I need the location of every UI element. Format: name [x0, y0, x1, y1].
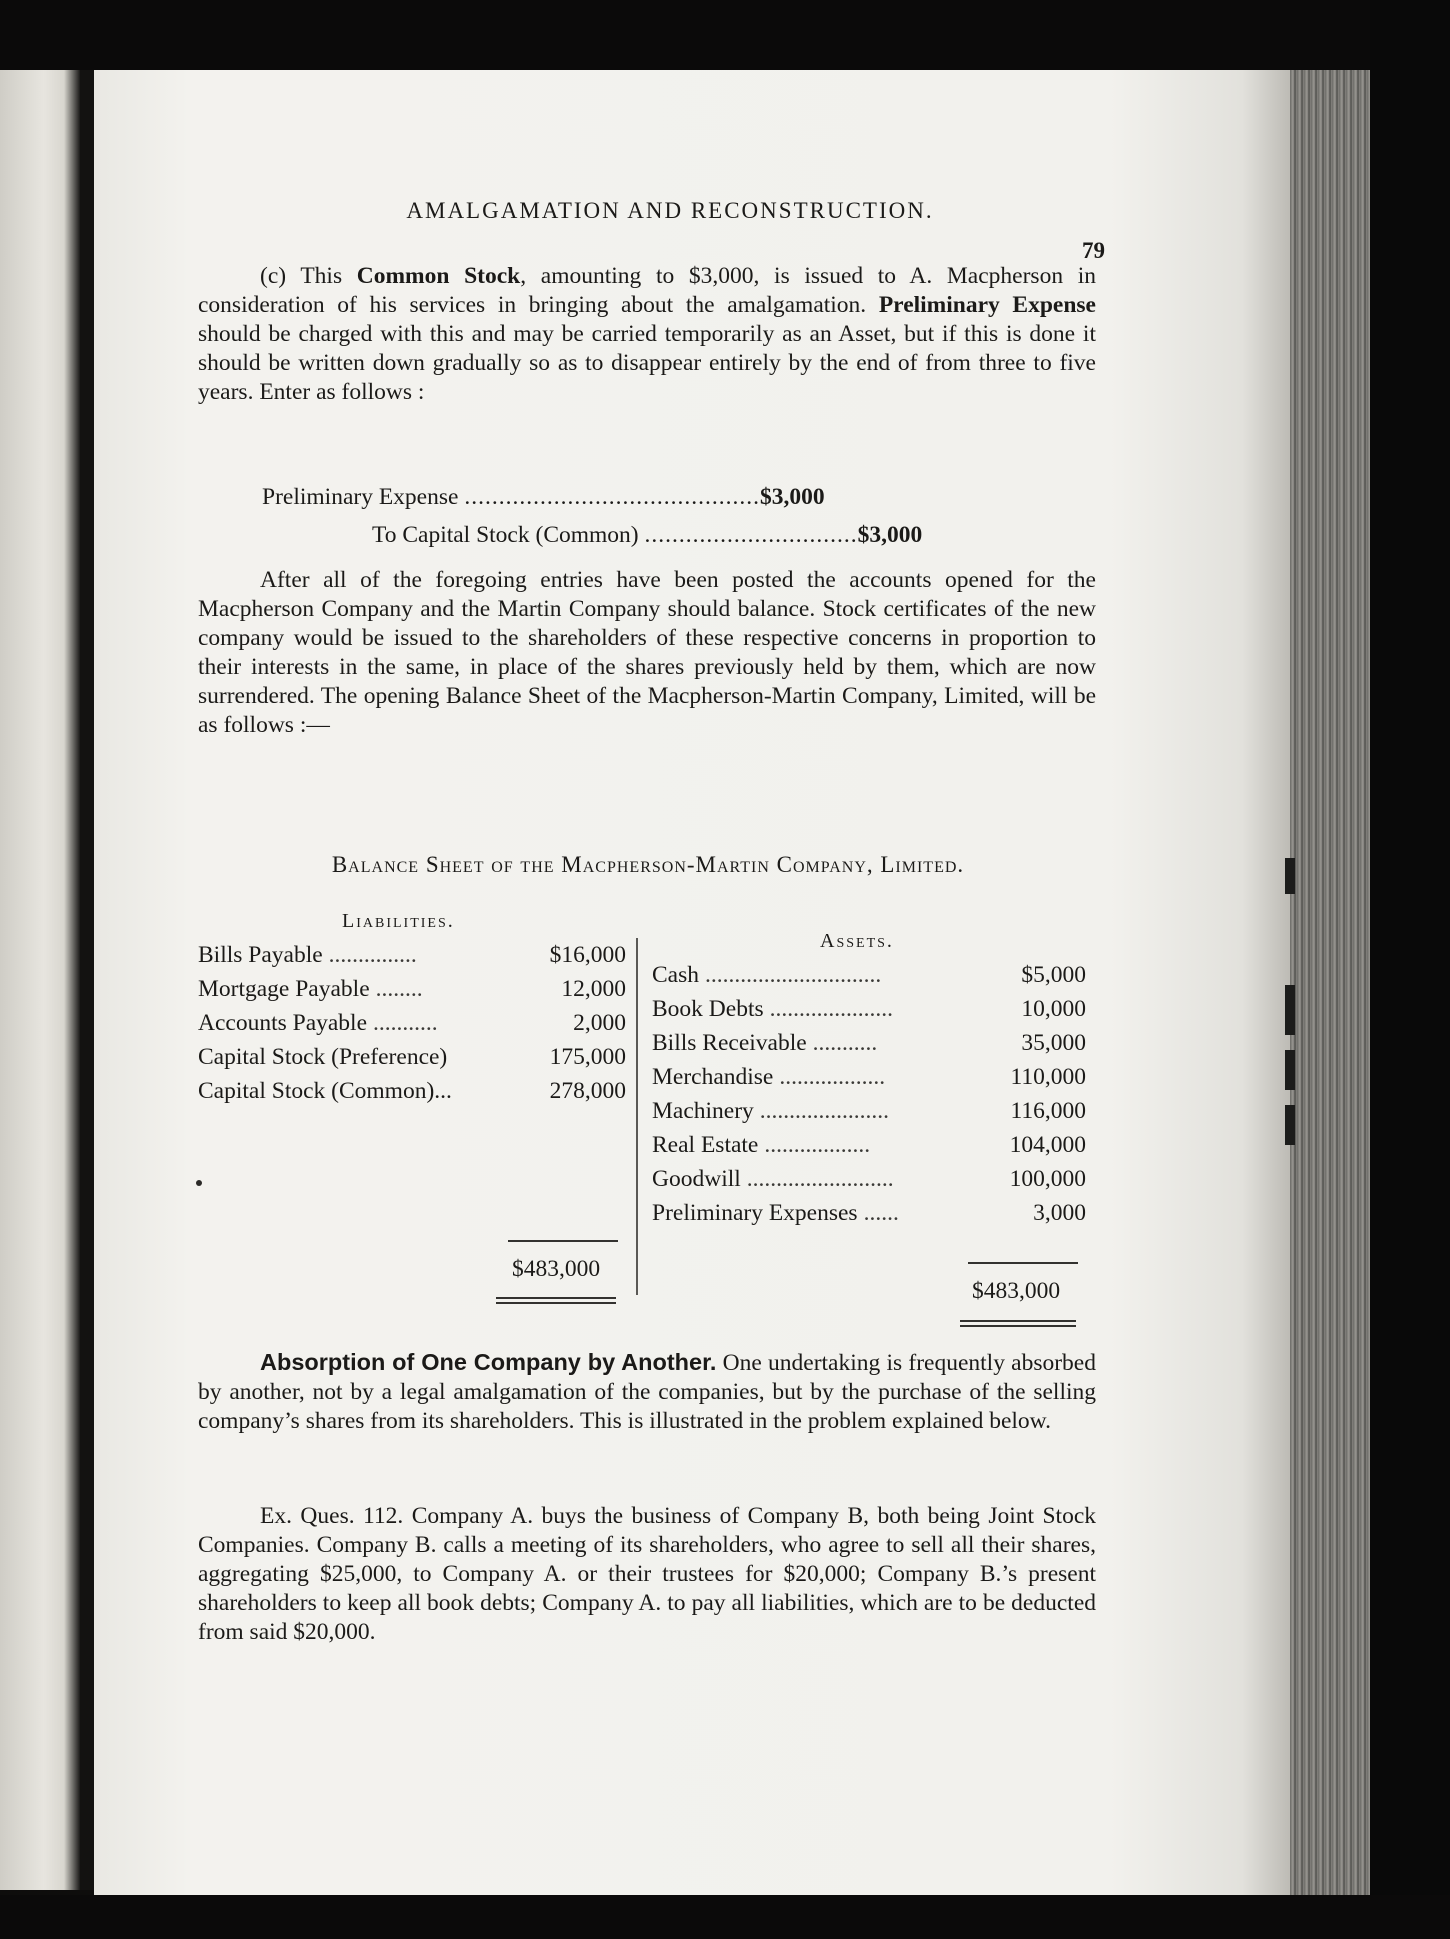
book-gutter — [80, 70, 94, 1890]
leader-dots: ........... — [812, 1030, 878, 1056]
leader-dots: .................. — [764, 1132, 871, 1158]
liability-row — [198, 1006, 626, 1040]
asset-label: Bills Receivable — [652, 1030, 807, 1056]
asset-row — [652, 1196, 1086, 1230]
double-rule — [496, 1297, 616, 1299]
leader-dots: ............................... — [644, 522, 858, 548]
asset-row — [652, 1060, 1086, 1094]
asset-value: 110,000 — [1010, 1064, 1086, 1090]
leader-dots: ........................................... — [464, 484, 760, 510]
journal-debit-line — [262, 482, 825, 512]
paragraph-text: After all of the foregoing entries have been posted the accounts opened for the Macpherson Company and the Martin Company should balance. Stock certificates of the new company would be issued to the shareholders of these respective concerns in proportion to their interests in the same, in place of the shares previously held by them, which are now surrendered. The opening Balance Sheet of the Macpherson-Martin Company, Limited, will be as follows :— — [198, 567, 1096, 738]
asset-row — [652, 1128, 1086, 1162]
scan-border-top — [0, 0, 1450, 70]
liability-row — [198, 972, 626, 1006]
liability-value: 175,000 — [549, 1044, 626, 1070]
asset-value: $5,000 — [1021, 962, 1086, 988]
leader-dots: ........... — [373, 1010, 438, 1036]
journal-credit-label: To Capital Stock (Common) — [372, 522, 639, 548]
asset-label: Preliminary Expenses — [652, 1200, 858, 1226]
leader-dots: ..................... — [769, 996, 893, 1022]
journal-credit-amount: $3,000 — [857, 522, 923, 548]
balance-sheet-title: Balance Sheet of the Macpherson-Martin Company, Limited. — [331, 852, 965, 877]
liability-value: 278,000 — [549, 1078, 626, 1104]
liability-row — [198, 938, 626, 972]
assets-list — [652, 958, 1086, 1230]
leader-dots: ...... — [863, 1200, 899, 1226]
asset-value: 3,000 — [1033, 1200, 1086, 1226]
facing-page-edge — [0, 70, 80, 1890]
asset-value: 10,000 — [1021, 996, 1086, 1022]
asset-label: Goodwill — [652, 1166, 741, 1192]
liability-value: 2,000 — [573, 1010, 626, 1036]
asset-row — [652, 958, 1086, 992]
liability-label: Bills Payable — [198, 942, 323, 968]
question-label: Ex. Ques. 112. — [260, 1503, 404, 1529]
total-rule — [508, 1240, 618, 1242]
asset-row — [652, 1094, 1086, 1128]
liabilities-total: $483,000 — [512, 1256, 601, 1282]
asset-value: 116,000 — [1010, 1098, 1086, 1124]
paragraph-c — [198, 262, 1096, 407]
journal-debit-amount: $3,000 — [759, 484, 825, 510]
edge-mark — [1285, 985, 1295, 1035]
liability-label: Accounts Payable — [198, 1010, 368, 1036]
double-rule — [960, 1325, 1076, 1327]
paragraph-text: , amounting to $3,000, is issued to A. Macpherson in consideration of his services in bringing about the amalgamation. — [198, 263, 1096, 318]
paragraph-after-entries — [198, 566, 1096, 740]
leader-dots — [453, 1040, 543, 1074]
asset-label: Merchandise — [652, 1064, 774, 1090]
edge-mark — [1285, 1105, 1295, 1145]
scan-border-bottom — [0, 1895, 1450, 1939]
leader-dots: .............................. — [705, 962, 882, 988]
leader-dots: ......................... — [746, 1166, 894, 1192]
absorption-paragraph — [198, 1348, 1096, 1436]
asset-label: Cash — [652, 962, 699, 988]
leader-dots — [458, 1074, 544, 1108]
asset-value: 100,000 — [1009, 1166, 1086, 1192]
liability-row — [198, 1040, 626, 1074]
paragraph-text: Company A. buys the business of Company B, both being Joint Stock Companies. Company B. calls a meeting of its shareholders, who agree to sell all their shares, aggregating $25,000, to Company A. or their trustees for $20,000; Company B.’s present shareholders to keep all book debts; Company A. to pay all liabilities, which are to be deducted from said $20,000. — [198, 1503, 1096, 1645]
paragraph-marker: (c) — [260, 263, 287, 289]
journal-debit-label: Preliminary Expense — [262, 484, 459, 510]
leader-dots: .................. — [779, 1064, 886, 1090]
liability-row — [198, 1074, 626, 1108]
assets-total: $483,000 — [972, 1278, 1061, 1304]
asset-row — [652, 992, 1086, 1026]
liabilities-heading: Liabilities. — [342, 910, 455, 932]
asset-value: 35,000 — [1021, 1030, 1086, 1056]
paragraph-text: One undertaking is frequently absorbed by another, not by a legal amalgamation of the companies, but by the purchase of the selling company’s shares from its shareholders. This is illustrated in the problem explained below. — [198, 1350, 1096, 1434]
asset-row — [652, 1026, 1086, 1060]
page-stack-edge — [1290, 70, 1370, 1900]
total-rule — [968, 1262, 1078, 1264]
column-divider — [636, 938, 638, 1295]
paragraph-text: should be charged with this and may be carried temporarily as an Asset, but if this is done it should be written down gradually so as to disappear entirely by the end of from three to five years. Enter as follows : — [198, 321, 1096, 405]
asset-label: Machinery — [652, 1098, 754, 1124]
liability-label: Mortgage Payable — [198, 976, 370, 1002]
liabilities-list — [198, 938, 626, 1108]
leader-dots: ............... — [328, 942, 417, 968]
section-heading: Absorption of One Company by Another. — [260, 1349, 717, 1375]
example-question — [198, 1502, 1096, 1647]
liability-label: Capital Stock (Common)... — [198, 1078, 452, 1104]
paragraph-text: This — [286, 263, 357, 289]
running-title: AMALGAMATION AND RECONSTRUCTION. — [406, 198, 934, 223]
scan-border-right — [1370, 0, 1450, 1939]
asset-label: Book Debts — [652, 996, 764, 1022]
edge-mark — [1285, 1050, 1295, 1090]
assets-heading: Assets. — [820, 930, 894, 952]
liability-value: 12,000 — [561, 976, 626, 1002]
double-rule — [496, 1302, 616, 1304]
asset-label: Real Estate — [652, 1132, 759, 1158]
asset-value: 104,000 — [1009, 1132, 1086, 1158]
leader-dots: ...................... — [759, 1098, 890, 1124]
stray-mark — [196, 1180, 202, 1186]
liability-value: $16,000 — [549, 942, 626, 968]
leader-dots: ........ — [375, 976, 423, 1002]
edge-mark — [1285, 858, 1295, 894]
double-rule — [960, 1320, 1076, 1322]
bold-term: Common Stock — [356, 263, 521, 289]
journal-credit-line — [372, 520, 922, 550]
liability-label: Capital Stock (Preference) — [198, 1044, 448, 1070]
bold-term: Preliminary Expense — [878, 292, 1096, 318]
page-number: 79 — [1082, 238, 1105, 263]
asset-row — [652, 1162, 1086, 1196]
